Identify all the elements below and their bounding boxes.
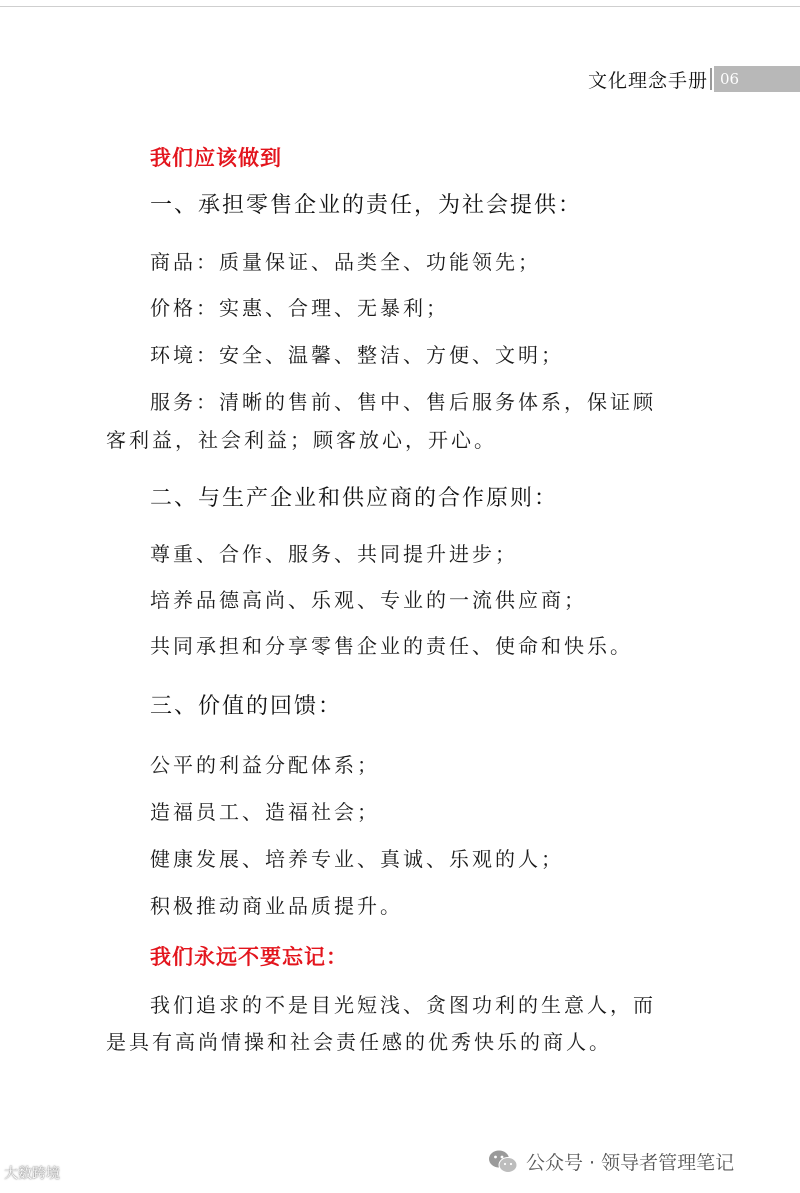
section-1-line: 客利益，社会利益；顾客放心，开心。 bbox=[106, 428, 497, 452]
handbook-title: 文化理念手册 bbox=[588, 69, 709, 92]
section-2-title: 二、与生产企业和供应商的合作原则： bbox=[150, 486, 559, 511]
section-1-line: 环境：安全、温馨、整洁、方便、文明； bbox=[150, 343, 564, 367]
heading-should-do: 我们应该做到 bbox=[150, 146, 282, 170]
watermark-right-text: 公众号 · 领导者管理笔记 bbox=[526, 1152, 735, 1174]
header-divider bbox=[710, 68, 712, 90]
closing-line: 我们追求的不是目光短浅、贪图功利的生意人，而 bbox=[150, 993, 656, 1017]
watermark-right bbox=[488, 1148, 734, 1175]
closing-line: 是具有高尚情操和社会责任感的优秀快乐的商人。 bbox=[106, 1030, 612, 1054]
section-3-line: 公平的利益分配体系； bbox=[150, 753, 380, 777]
section-1-title: 一、承担零售企业的责任，为社会提供： bbox=[150, 193, 583, 218]
section-1-line: 服务：清晰的售前、售中、售后服务体系，保证顾 bbox=[150, 390, 656, 414]
section-1-line: 商品：质量保证、品类全、功能领先； bbox=[150, 250, 541, 274]
page-header bbox=[576, 66, 800, 92]
page-number: 06 bbox=[714, 66, 800, 92]
section-1-line: 价格：实惠、合理、无暴利； bbox=[150, 296, 449, 320]
section-2-line: 尊重、合作、服务、共同提升进步； bbox=[150, 542, 518, 566]
wechat-icon bbox=[488, 1149, 518, 1175]
section-3-line: 健康发展、培养专业、真诚、乐观的人； bbox=[150, 847, 564, 871]
heading-never-forget: 我们永远不要忘记： bbox=[150, 945, 348, 969]
section-2-line: 培养品德高尚、乐观、专业的一流供应商； bbox=[150, 588, 587, 612]
watermark-left: 大数跨境 bbox=[4, 1166, 60, 1182]
section-3-title: 三、价值的回馈： bbox=[150, 694, 343, 719]
section-3-line: 造福员工、造福社会； bbox=[150, 800, 380, 824]
section-2-line: 共同承担和分享零售企业的责任、使命和快乐。 bbox=[150, 634, 633, 658]
top-rule bbox=[0, 6, 800, 7]
section-3-line: 积极推动商业品质提升。 bbox=[150, 894, 403, 918]
